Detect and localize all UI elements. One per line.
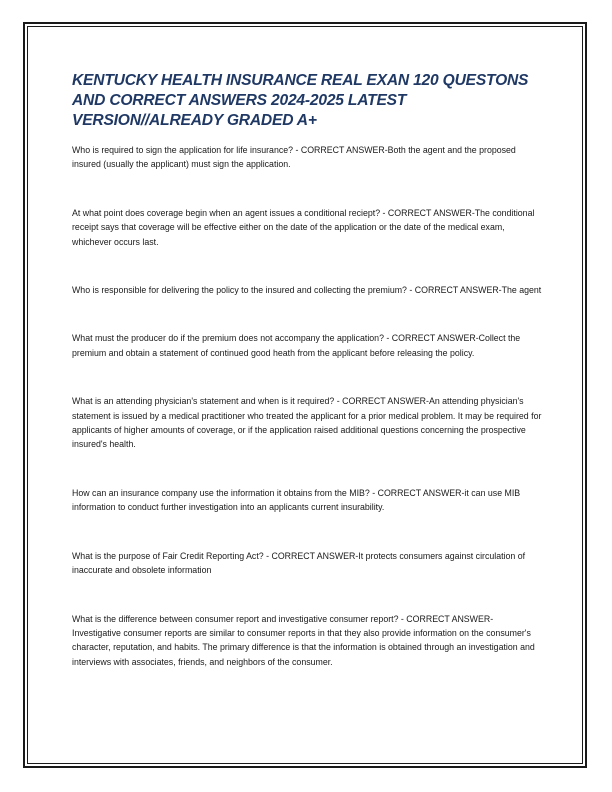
qa-item-6: How can an insurance company use the information it obtains from the MIB? - CORRECT ANSWER-it can use MIB information to conduct further investigation into an applicants current insurability.: [72, 487, 521, 513]
spacer: [72, 452, 542, 486]
qa-item-8: What is the difference between consumer report and investigative consumer report? - CORRECT ANSWER-Investigative consumer reports are similar to consumer reports in that they also provide information on the consumer's character, reputation, and habits. The primary difference is that the information is obtained through an investigation and interviews with associates, friends, and neighbors of the consumer.: [72, 613, 535, 667]
document-body: [72, 71, 542, 669]
spacer: [72, 360, 542, 394]
spacer: [72, 515, 542, 549]
document-title: KENTUCKY HEALTH INSURANCE REAL EXAN 120 QUESTONS AND CORRECT ANSWERS 2024-2025 LATEST VERSION//ALREADY GRADED A+: [72, 72, 529, 129]
qa-item-1: Who is required to sign the application for life insurance? - CORRECT ANSWER-Both the agent and the proposed insured (usually the applicant) must sign the application.: [72, 145, 516, 170]
qa-item-5: What is an attending physician's statement and when is it required? - CORRECT ANSWER-An attending physician's statement is issued by a medical practitioner who treated the applicant for a prior medical problem. It may be required for applicants of higher amounts of coverage, or if the application raised additional questions concerning the prospective insured's health.: [72, 396, 542, 450]
spacer: [72, 249, 542, 283]
qa-item-4: What must the producer do if the premium does not accompany the application? - CORRECT ANSWER-Collect the premium and obtain a statement of continued good heath from the applicant before releasing the policy.: [72, 333, 521, 358]
qa-item-3: Who is responsible for delivering the policy to the insured and collecting the premium? - CORRECT ANSWER-The agent: [72, 285, 542, 296]
spacer: [72, 578, 542, 612]
qa-item-2: At what point does coverage begin when an agent issues a conditional reciept? - CORRECT ANSWER-The conditional receipt says that coverage will be effective either on the date of the application or the date of the medical exam, whichever occurs last.: [72, 207, 535, 247]
qa-item-7: What is the purpose of Fair Credit Reporting Act? - CORRECT ANSWER-It protects consumers against circulation of inaccurate and obsolete information: [72, 550, 526, 576]
spacer: [72, 297, 542, 331]
spacer: [72, 172, 542, 206]
